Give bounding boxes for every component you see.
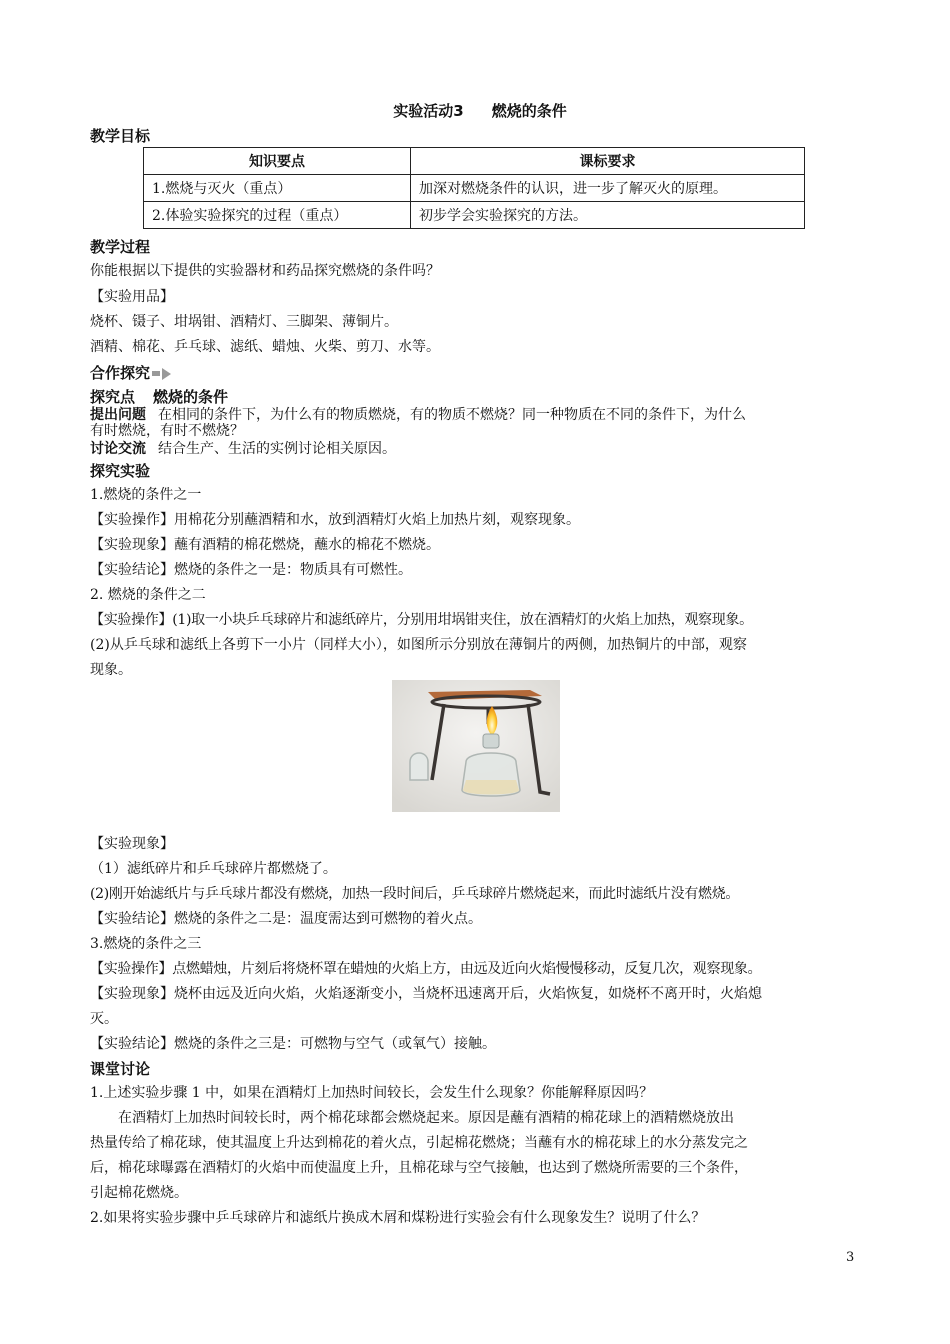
table-header: 课标要求 [411,148,805,175]
discussion-a1-4: 引起棉花燃烧。 [90,1185,188,1201]
discussion-a1-2: 热量传给了棉花球，使其温度上升达到棉花的着火点，引起棉花燃烧；当蘸有水的棉花球上的水分蒸发完之 [90,1135,748,1151]
goals-table [143,147,805,229]
discussion-q2: 2.如果将实验步骤中乒乓球碎片和滤纸片换成木屑和煤粉进行实验会有什么现象发生？说明了什么？ [90,1210,706,1226]
exp2-conclusion: 【实验结论】燃烧的条件之二是：温度需达到可燃物的着火点。 [90,911,482,927]
process-intro: 你能根据以下提供的实验器材和药品探究燃烧的条件吗？ [90,263,440,279]
exp3-operation: 【实验操作】点燃蜡烛，片刻后将烧杯罩在蜡烛的火焰上方，由远及近向火焰慢慢移动，反复几次，观察现象。 [90,961,762,977]
discussion-q1: 1.上述实验步骤 1 中，如果在酒精灯上加热时间较长，会发生什么现象？你能解释原因吗？ [90,1085,654,1101]
supplies-line-1: 烧杯、镊子、坩埚钳、酒精灯、三脚架、薄铜片。 [90,314,398,330]
coop-heading-text: 合作探究 [90,364,151,382]
table-cell: 初步学会实验探究的方法。 [411,202,805,229]
exp2-operation-2: (2)从乒乓球和滤纸上各剪下一小片（同样大小），如图所示分别放在薄铜片的两侧，加热铜片的中部，观察 [90,637,747,653]
title-main: 实验活动3 [393,102,464,120]
table-cell: 1.燃烧与灭火（重点） [144,175,411,202]
discussion-exchange [90,440,396,458]
coop-heading [90,362,171,383]
exp2-phenomenon-1: （1）滤纸碎片和乒乓球碎片都燃烧了。 [90,861,337,877]
research-point [90,386,228,407]
exp3-phenomenon-1: 【实验现象】烧杯由远及近向火焰，火焰逐渐变小，当烧杯迅速离开后，火焰恢复，如烧杯不离开时，火焰熄 [90,986,762,1002]
exp1-conclusion: 【实验结论】燃烧的条件之一是：物质具有可燃性。 [90,562,412,578]
title-sub: 燃烧的条件 [491,102,567,120]
question-line-2: 有时燃烧，有时不燃烧？ [90,423,244,439]
exp1-phenomenon: 【实验现象】蘸有酒精的棉花燃烧，蘸水的棉花不燃烧。 [90,537,440,553]
supplies-line-2: 酒精、棉花、乒乓球、滤纸、蜡烛、火柴、剪刀、水等。 [90,339,440,355]
table-header: 知识要点 [144,148,411,175]
research-point-label: 探究点 [90,388,136,406]
table-cell: 加深对燃烧条件的认识，进一步了解灭火的原理。 [411,175,805,202]
discussion-text: 结合生产、生活的实例讨论相关原因。 [158,441,396,457]
discussion-a1-3: 后，棉花球曝露在酒精灯的火焰中而使温度上升，且棉花球与空气接触，也达到了燃烧所需要的三个条件， [90,1160,748,1176]
table-cell: 2.体验实验探究的过程（重点） [144,202,411,229]
page-title [90,100,870,121]
arrow-icon [152,371,160,376]
exp1-operation: 【实验操作】用棉花分别蘸酒精和水，放到酒精灯火焰上加热片刻，观察现象。 [90,512,580,528]
table-header-row [144,148,805,175]
discussion-a1-1: 在酒精灯上加热时间较长时，两个棉花球都会燃烧起来。原因是蘸有酒精的棉花球上的酒精燃烧放出 [118,1110,734,1126]
exp2-operation-1: 【实验操作】(1)取一小块乒乓球碎片和滤纸碎片，分别用坩埚钳夹住，放在酒精灯的火焰上加热，观察现象。 [90,612,753,628]
research-point-title: 燃烧的条件 [153,388,229,406]
question-text: 在相同的条件下，为什么有的物质燃烧，有的物质不燃烧？同一种物质在不同的条件下，为什么 [158,407,746,423]
exp3-phenomenon-2: 灭。 [90,1011,118,1027]
experiments-heading: 探究实验 [90,462,151,480]
process-heading: 教学过程 [90,238,151,256]
page-number: 3 [846,1250,855,1265]
discussion-label: 讨论交流 [90,441,146,457]
table-row [144,202,805,229]
arrow-head-icon [162,368,171,380]
tripod-burner-photo [392,680,560,812]
exp3-conclusion: 【实验结论】燃烧的条件之三是：可燃物与空气（或氧气）接触。 [90,1036,496,1052]
exp1-title: 1.燃烧的条件之一 [90,487,202,503]
exp2-title: 2. 燃烧的条件之二 [90,587,206,603]
exp2-phenomenon-2: (2)刚开始滤纸片与乒乓球片都没有燃烧，加热一段时间后，乒乓球碎片燃烧起来，而此时滤纸片没有燃烧。 [90,886,740,902]
supplies-label: 【实验用品】 [90,289,174,305]
goals-heading: 教学目标 [90,127,151,145]
discussion-heading: 课堂讨论 [90,1060,151,1078]
exp3-title: 3.燃烧的条件之三 [90,936,202,952]
table-row [144,175,805,202]
exp2-operation-3: 现象。 [90,662,132,678]
question-label: 提出问题 [90,407,146,423]
exp2-phenomenon-label: 【实验现象】 [90,836,174,852]
